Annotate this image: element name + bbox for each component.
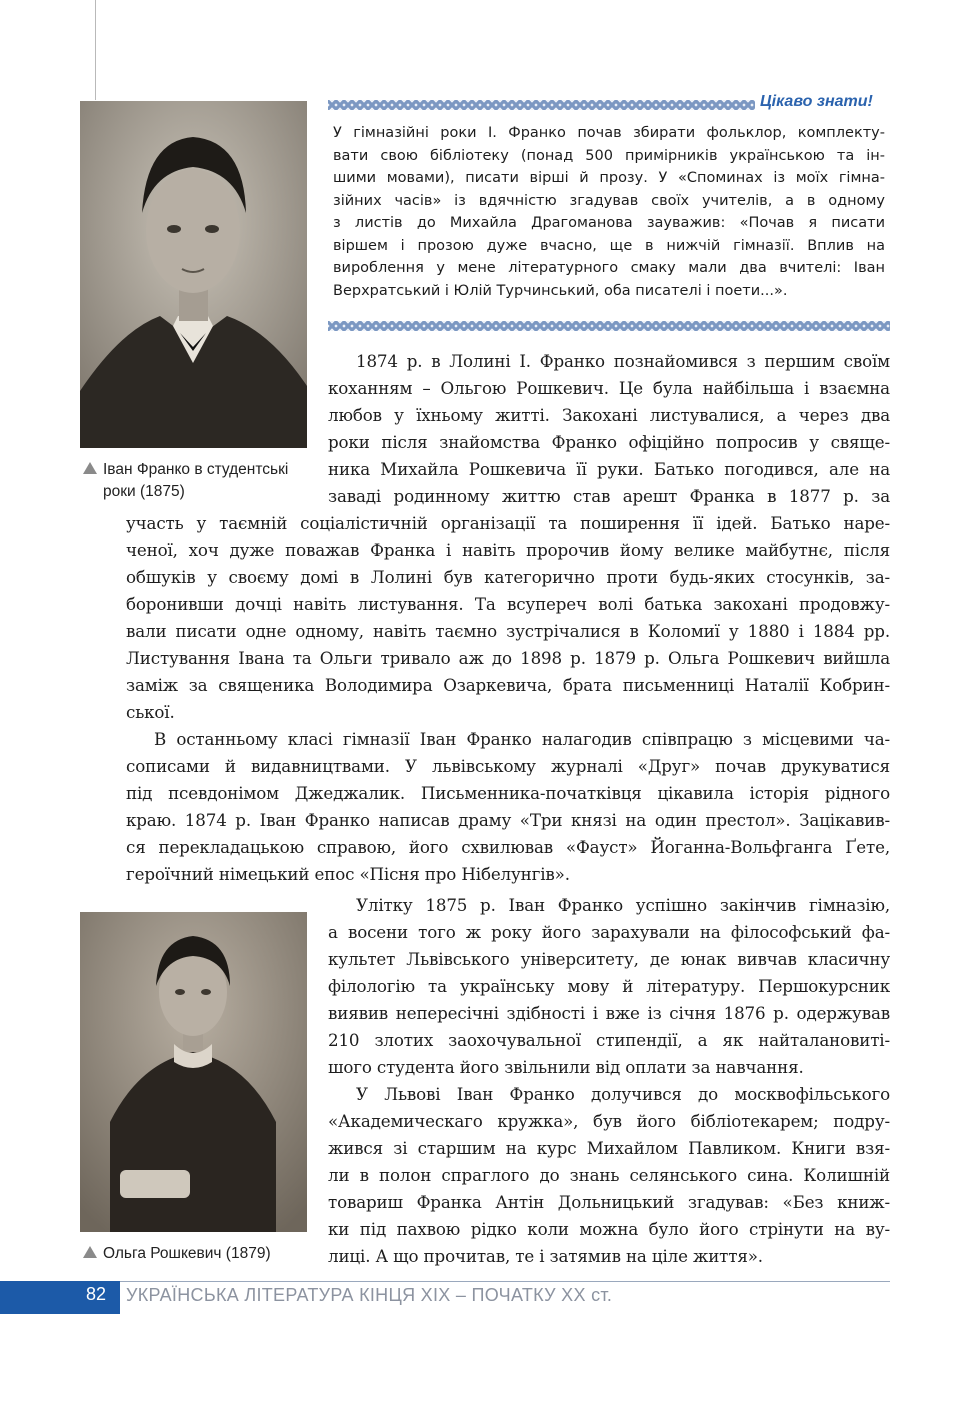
sidebar-text-line: У гімназійні роки І. Франко почав збирати фольклор, комплекту- (333, 125, 885, 141)
body-text-line: лиці. А що прочитав, те і затямив на ціле життя». (328, 1246, 763, 1266)
body-text-line: товариш Франка Антін Дольницький згадував: «Без книж- (328, 1192, 890, 1212)
body-text-line: ченої, хоч дуже поважав Франка і навіть пророчив йому велике майбутнє, після (126, 540, 890, 560)
body-text-block-2 (126, 510, 890, 888)
body-text-line: У Львові Іван Франко долучився до москвофільського (356, 1084, 890, 1104)
body-text-line: В останньому класі гімназії Іван Франко налагодив співпрацю з місцевими ча- (154, 729, 890, 749)
body-text-line: сописами й видавництвами. У львівському журналі «Друг» почав друкуватися (126, 756, 890, 776)
body-text-line: ли в полон спраглого до знань селянського сина. Колишній (328, 1165, 890, 1185)
body-text-line: заміж за священика Володимира Озаркевича, брата письменниці Наталії Кобрин- (126, 675, 890, 695)
body-text-line: участь у таємній соціалістичній організації та поширення її ідей. Батько наре- (126, 513, 890, 533)
sidebar-text-line: вати свою бібліотеку (понад 500 примірників українською та ін- (333, 147, 885, 164)
body-text-line: боронивши дочці навіть листування. Та всупереч волі батька закохані продовжу- (126, 594, 890, 614)
sidebar-text-line: з листів до Михайла Драгоманова зауважив: «Почав я писати (333, 215, 885, 231)
portrait-ivan-franko-caption: Іван Франко в студентські роки (1875) (83, 459, 313, 503)
body-text-line: роки після знайомства Франко офіційно попросив у свяще- (328, 432, 890, 452)
body-text-line: філологію та українську мову й літературу. Першокурсник (328, 976, 890, 996)
footer-rule (120, 1281, 890, 1282)
body-text-line: шого студента його звільнили від оплати за навчання. (328, 1057, 804, 1077)
body-text-line: ки під пахвою рідко коли можна було його стрінути на ву- (328, 1219, 890, 1239)
sidebar-ornament-bottom (328, 321, 890, 331)
body-text-line: Листування Івана та Ольги тривало аж до 1898 р. 1879 р. Ольга Рошкевич вийшла (126, 648, 890, 668)
body-text-line: краю. 1874 р. Іван Франко написав драму «Три князі на один престол». Зацікавив- (126, 810, 890, 830)
portrait-olga-roshkevych-caption: Ольга Рошкевич (1879) (83, 1243, 313, 1265)
sidebar-text-line: зійних часів» із вдячністю згадував своїх учителів, а в одному (333, 192, 885, 209)
body-text-line: заваді родинному життю став арешт Франка в 1877 р. за (328, 486, 890, 506)
body-text-line: обшуків у своєму домі в Лолині був категорично проти будь-яких стосунків, за- (126, 567, 890, 587)
body-text-line: культет Львівського університету, де юнак вивчав класичну (328, 949, 890, 969)
body-text-line: ської. (126, 702, 175, 722)
body-text-line: героїчний німецький епос «Пісня про Нібелунгів». (126, 864, 570, 884)
sidebar-text (333, 122, 885, 302)
body-text-line: ся перекладацькою справою, його схвилював «Фауст» Йоганна-Вольфганга Ґете, (126, 837, 890, 857)
body-text-line: ника Михайла Рошкевича її руки. Батько погодився, але на (328, 459, 890, 479)
body-text-line: Улітку 1875 р. Іван Франко успішно закінчив гімназію, (356, 895, 890, 915)
sidebar-text-line: віршем і прозою дуже вчасно, ще в нижчій гімназії. Вплив на (333, 237, 885, 254)
running-footer-title: УКРАЇНСЬКА ЛІТЕРАТУРА КІНЦЯ ХІХ – ПОЧАТКУ ХХ ст. (126, 1285, 613, 1305)
sidebar-text-line: вироблення у мене літературного смаку мали два вчителі: Іван (333, 260, 885, 276)
body-text-line: «Академическаго кружка», був його бібліотекарем; подру- (328, 1111, 890, 1131)
sidebar-text-line: Верхратський і Юлій Турчинський, оба писателі і поети...». (333, 282, 788, 299)
margin-rule (95, 0, 96, 100)
body-text-line: 1874 р. в Лолині І. Франко познайомився з першим своїм (356, 351, 890, 371)
triangle-marker-icon (83, 462, 97, 474)
body-text-block-3 (328, 892, 890, 1270)
body-text-line: виявив непересічні здібності і вже із січня 1876 р. одержував (328, 1003, 890, 1023)
body-text-block-1 (328, 348, 890, 510)
triangle-marker-icon (83, 1246, 97, 1258)
body-text-line: любов у їхньому житті. Закохані листувалися, а через два (328, 405, 890, 425)
page-number: 82 (86, 1284, 107, 1304)
sidebar-title: Цікаво знати! (760, 93, 873, 110)
body-text-line: коханням – Ольгою Рошкевич. Це була найбільша і взаємна (328, 378, 890, 398)
sidebar-ornament-top (328, 100, 755, 110)
body-text-line: жився зі старшим на курс Михайлом Павликом. Книги взя- (328, 1138, 890, 1158)
portrait-olga-roshkevych-photo (80, 912, 307, 1232)
body-text-line: вали писати одне одному, навіть таємно зустрічалися в Коломиї у 1880 і 1884 рр. (126, 621, 890, 641)
body-text-line: а восени того ж року його зарахували на філософський фа- (328, 922, 890, 942)
body-text-line: 210 злотих заохочувальної стипендії, а як найталановиті- (328, 1030, 890, 1050)
sidebar-text-line: шими мовами), писати вірші й прозу. У «Споминах із моїх гімна- (333, 170, 885, 186)
portrait-ivan-franko-photo (80, 101, 307, 448)
body-text-line: під псевдонімом Джеджалик. Письменника-початківця цікавила історія рідного (126, 783, 890, 803)
